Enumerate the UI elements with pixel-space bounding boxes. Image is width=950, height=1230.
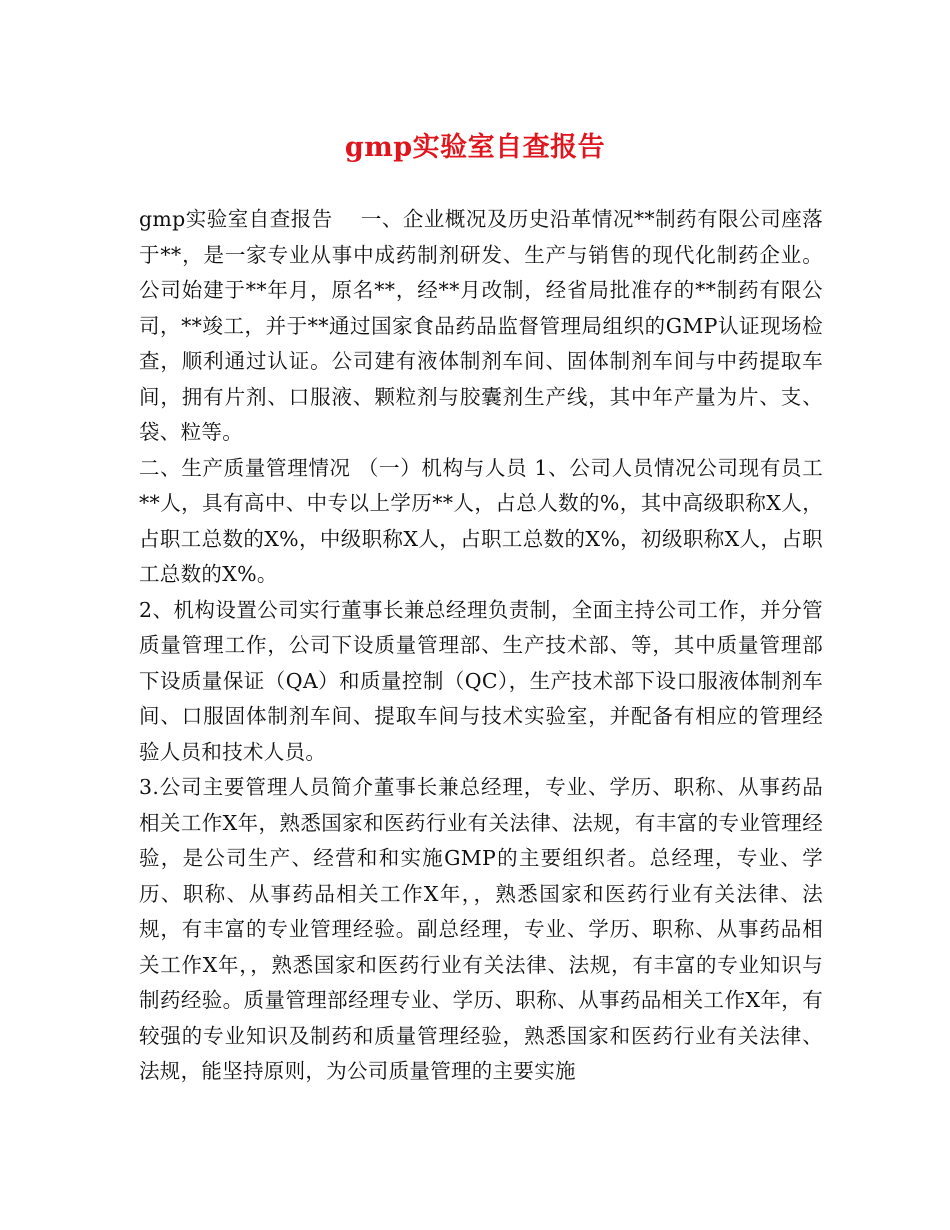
paragraph-personnel: 二、生产质量管理情况 （一）机构与人员 1、公司人员情况公司现有员工**人，具有高中、中专以上学历**人，占总人数的%，其中高级职称X人，占职工总数的X%，中级职称X人，占职工总数的X%，初级职称X人，占职工总数的X%。 (139, 455, 823, 586)
document-title: gmp实验室自查报告 (344, 132, 606, 163)
paragraph-management: 3.公司主要管理人员简介董事长兼总经理，专业、学历、职称、从事药品相关工作X年，熟悉国家和医药行业有关法律、法规，有丰富的专业管理经验，是公司生产、经营和和实施GMP的主要组织者。总经理，专业、学历、职称、从事药品相关工作X年，，熟悉国家和医药行业有关法律、法规，有丰富的专业管理经验。副总经理，专业、学历、职称、从事药品相关工作X年，，熟悉国家和医药行业有关法律、法规，有丰富的专业知识与制药经验。质量管理部经理专业、学历、职称、从事药品相关工作X年，有较强的专业知识及制药和质量管理经验，熟悉国家和医药行业有关法律、法规，能坚持原则，为公司质量管理的主要实施 (139, 775, 823, 1083)
document-body (139, 202, 823, 1090)
paragraph-organization: 2、机构设置公司实行董事长兼总经理负责制，全面主持公司工作，并分管质量管理工作，公司下设质量管理部、生产技术部、等，其中质量管理部下设质量保证（QA）和质量控制（QC），生产技术部下设口服液体制剂车间、口服固体制剂车间、提取车间与技术实验室，并配备有相应的管理经验人员和技术人员。 (139, 597, 823, 764)
paragraph-intro: gmp实验室自查报告 一、企业概况及历史沿革情况**制药有限公司座落于**，是一家专业从事中成药制剂研发、生产与销售的现代化制药企业。公司始建于**年月，原名**，经**月改制，经省局批准存的**制药有限公司，**竣工，并于**通过国家食品药品监督管理局组织的GMP认证现场检查，顺利通过认证。公司建有液体制剂车间、固体制剂车间与中药提取车间，拥有片剂、口服液、颗粒剂与胶囊剂生产线，其中年产量为片、支、袋、粒等。 (139, 207, 823, 444)
